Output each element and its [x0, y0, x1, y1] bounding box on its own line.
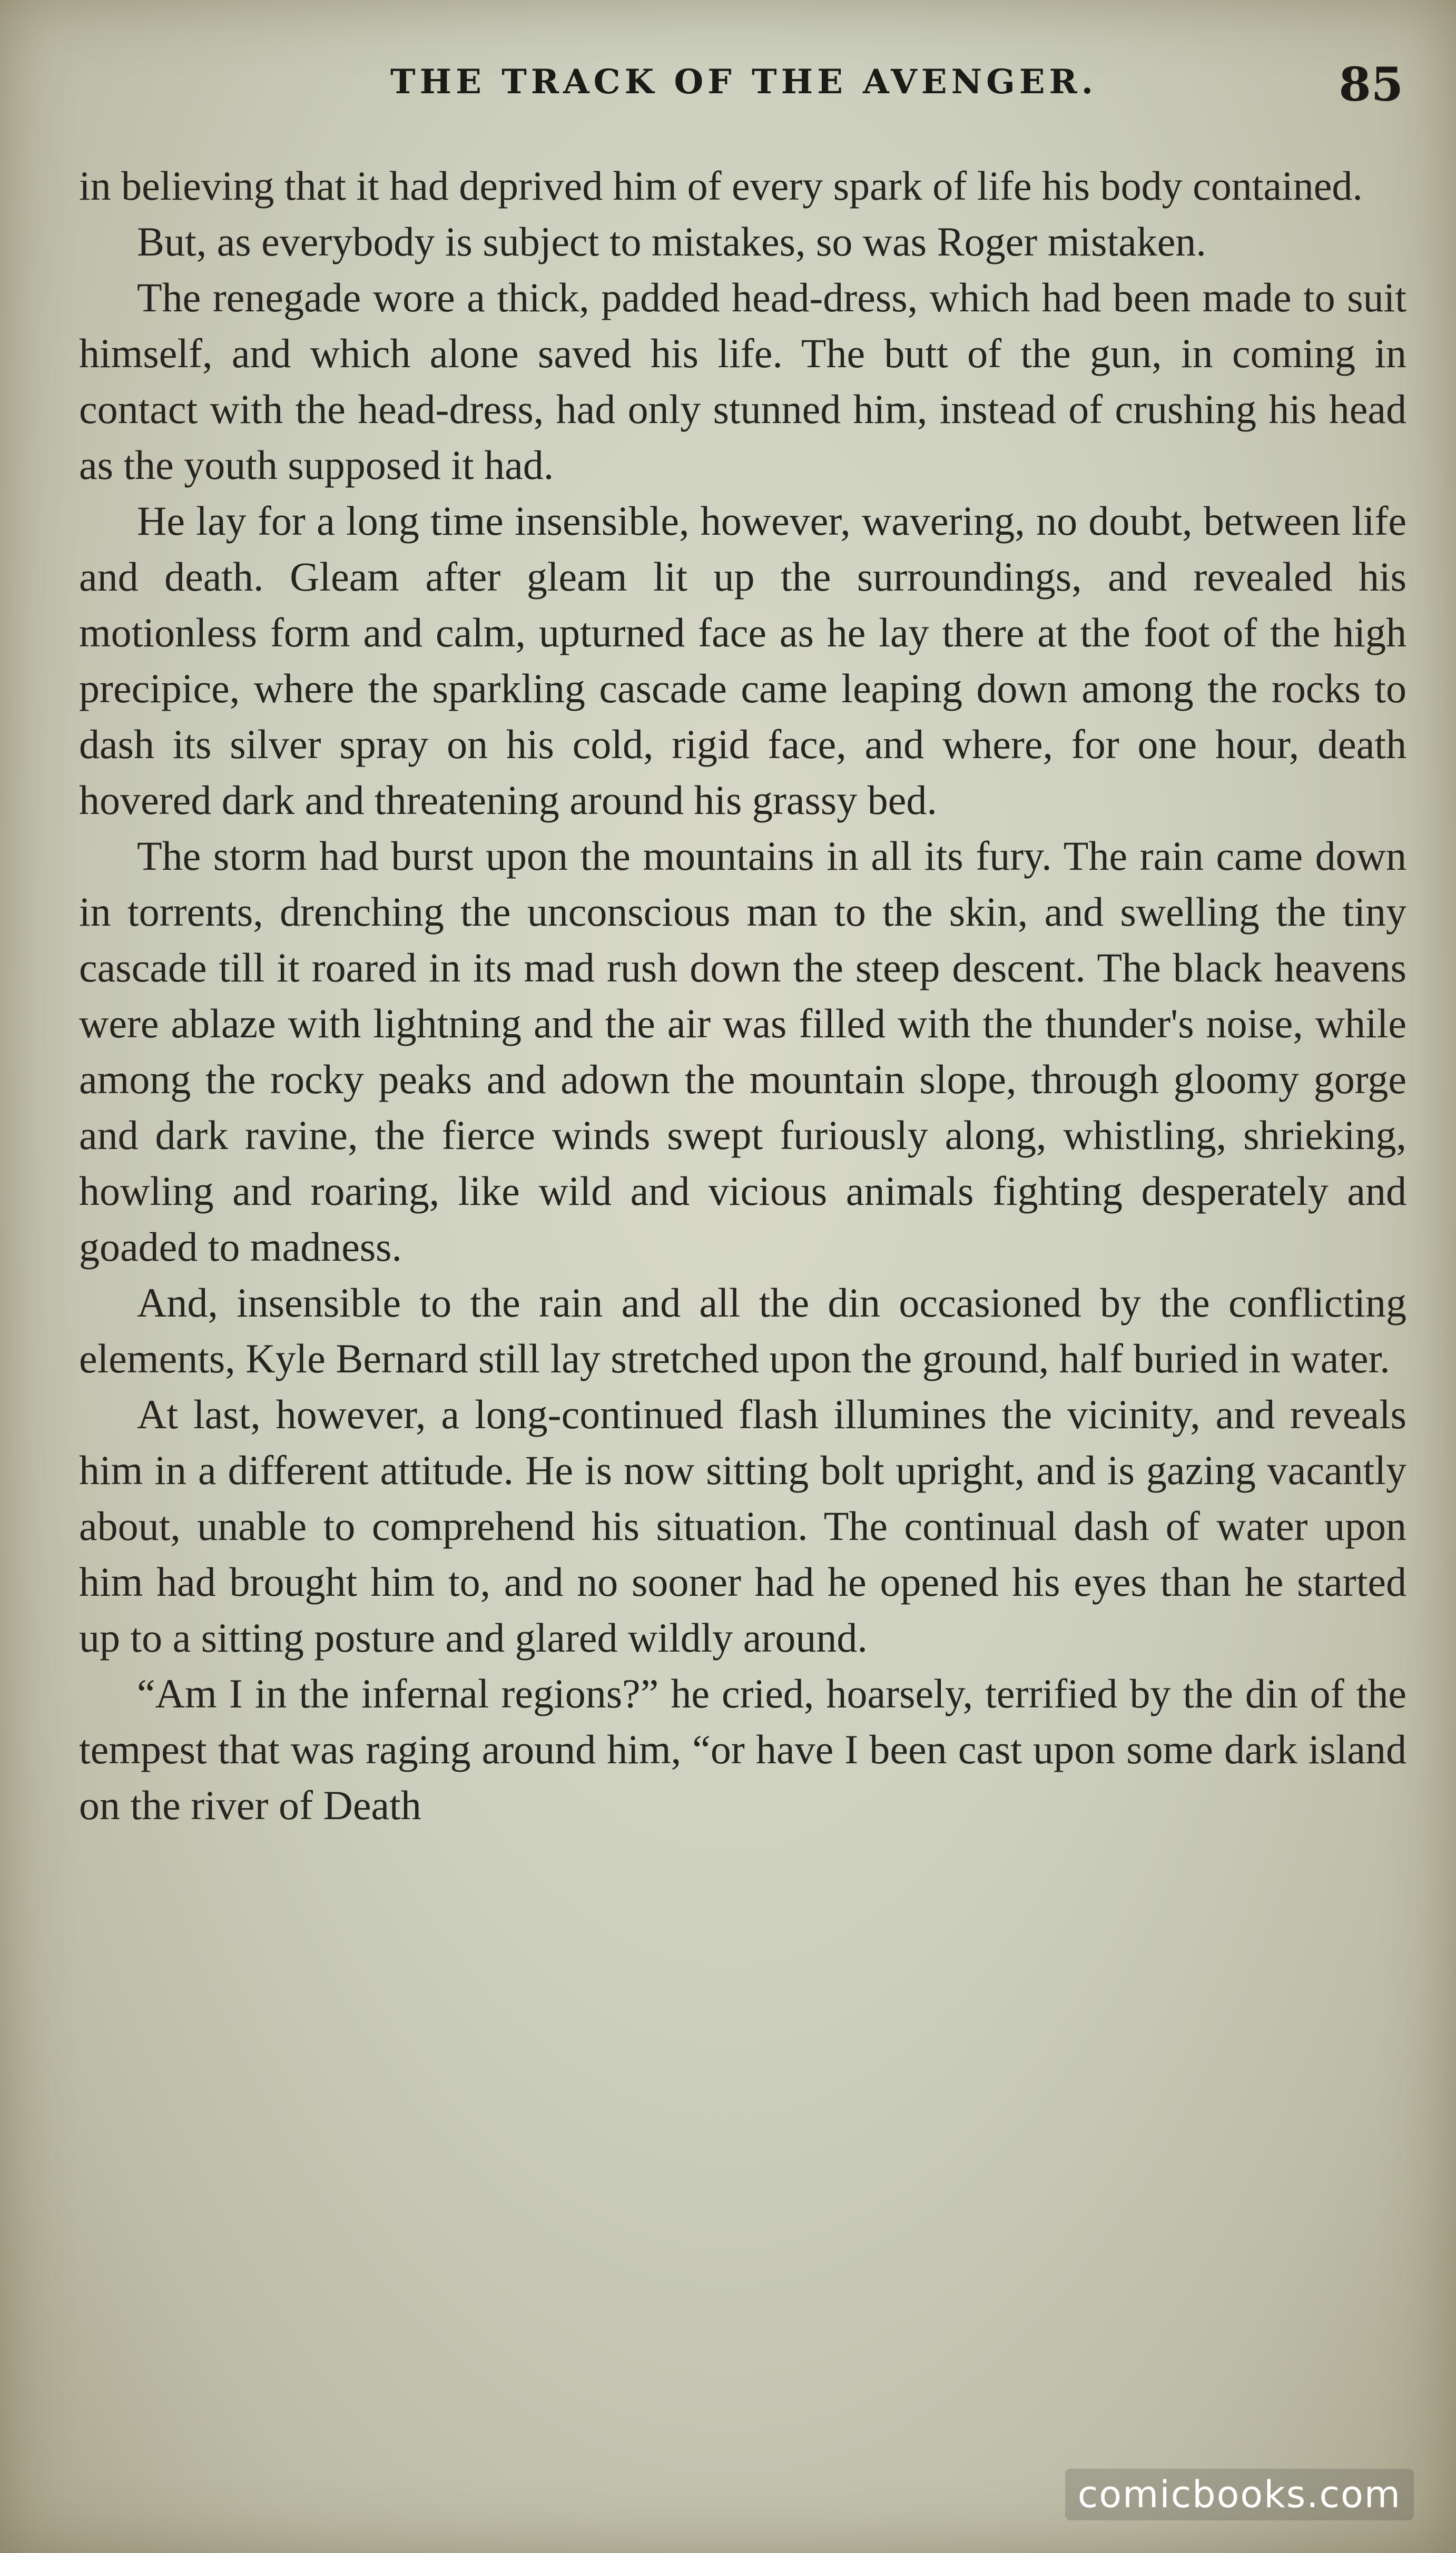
paragraph-continuation: in believing that it had deprived him of every spark of life his body contained.	[79, 163, 1363, 209]
paragraph: And, insensible to the rain and all the din occasioned by the conflicting elements, Kyle Bernard still lay stretched upon the ground, half buried in water.	[79, 1280, 1406, 1381]
page-number: 85	[1339, 57, 1403, 112]
paragraph: At last, however, a long-continued flash illumines the vicinity, and reveals him in a different attitude. He is now sitting bolt upright, and is gazing vacantly about, unable to comprehend his situation. The continual dash of water upon him had brought him to, and no sooner had he opened his eyes than he started up to a sitting posture and glared wildly around.	[79, 1391, 1406, 1661]
paragraph: The renegade wore a thick, padded head-dress, which had been made to suit himself, and which alone saved his life. The butt of the gun, in coming in contact with the head-dress, had only stunned him, instead of crushing his head as the youth supposed it had.	[79, 274, 1406, 488]
body-text	[79, 158, 1406, 1833]
page-header	[79, 57, 1409, 115]
paragraph: The storm had burst upon the mountains in all its fury. The rain came down in torrents, drenching the unconscious man to the skin, and swelling the tiny cascade till it roared in its mad rush down the steep descent. The black heavens were ablaze with lightning and the air was filled with the thunder's noise, while among the rocky peaks and adown the mountain slope, through gloomy gorge and dark ravine, the fierce winds swept furiously along, whistling, shrieking, howling and roaring, like wild and vicious animals fighting desperately and goaded to madness.	[79, 833, 1406, 1270]
running-head: THE TRACK OF THE AVENGER.	[390, 62, 1097, 102]
watermark: comicbooks.com	[1065, 2469, 1414, 2520]
paragraph: He lay for a long time insensible, however, wavering, no doubt, between life and death. Gleam after gleam lit up the surroundings, and revealed his motionless form and calm, upturned face as he lay there at the foot of the high precipice, where the sparkling cascade came leaping down among the rocks to dash its silver spray on his cold, rigid face, and where, for one hour, death hovered dark and threatening around his grassy bed.	[79, 498, 1406, 823]
paragraph: But, as everybody is subject to mistakes, so was Roger mistaken.	[137, 219, 1206, 264]
paragraph: “Am I in the infernal regions?” he cried, hoarsely, terrified by the din of the tempest that was raging around him, “or have I been cast upon some dark island on the river of Death	[79, 1671, 1406, 1828]
